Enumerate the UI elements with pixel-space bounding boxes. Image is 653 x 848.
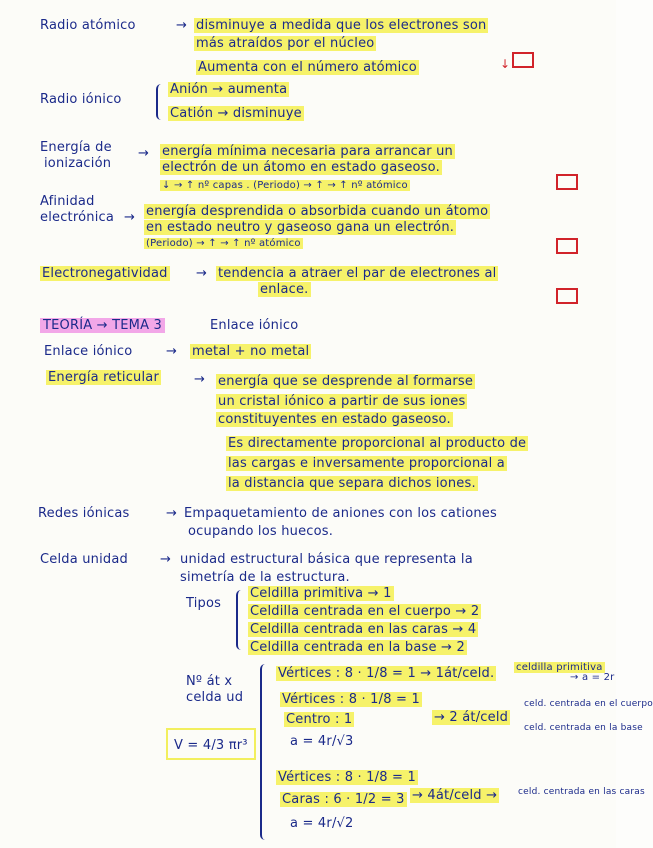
g3-result: → 4át/celd → xyxy=(412,788,498,803)
anion-line: Anión → aumenta xyxy=(170,82,288,97)
down-arrow-icon: ↓ xyxy=(500,57,511,71)
energia-reticular-label: Energía reticular xyxy=(48,370,160,385)
arrow: → xyxy=(138,146,150,161)
tipo-3: Celdilla centrada en las caras → 4 xyxy=(250,622,477,637)
g2-a: a = 4r/√3 xyxy=(290,734,354,749)
energia-reticular-desc-2: un cristal iónico a partir de sus iones xyxy=(218,394,466,409)
arrow: → xyxy=(196,266,208,281)
g1-vertices: Vértices : 8 · 1/8 = 1 → 1át/celd. xyxy=(278,666,495,681)
brace xyxy=(156,84,166,120)
energia-ionizacion-desc-2: electrón de un átomo en estado gaseoso. xyxy=(162,160,440,175)
redes-ionicas-desc-1: Empaquetamiento de aniones con los cationes xyxy=(184,506,497,521)
cation-line: Catión → disminuye xyxy=(170,106,302,121)
energia-ionizacion-desc-3: ↓ → ↑ nº capas . (Periodo) → ↑ → ↑ nº atómico xyxy=(162,180,408,191)
radio-atomico-desc-2: más atraídos por el núcleo xyxy=(196,36,375,51)
brace xyxy=(236,590,246,650)
g2-result: → 2 át/celd xyxy=(434,710,509,725)
nat-label-1: Nº át x xyxy=(186,674,233,689)
celda-unidad-desc-1: unidad estructural básica que representa la xyxy=(180,552,473,567)
electronegatividad-label: Electronegatividad xyxy=(42,266,168,281)
energia-reticular-desc-4: Es directamente proporcional al producto de xyxy=(228,436,527,451)
tipo-4: Celdilla centrada en la base → 2 xyxy=(250,640,465,655)
arrow: → xyxy=(176,18,188,33)
arrow: → xyxy=(194,372,206,387)
arrow: → xyxy=(160,552,172,567)
g3-vertices: Vértices : 8 · 1/8 = 1 xyxy=(278,770,416,785)
celda-unidad-label: Celda unidad xyxy=(40,552,128,567)
energia-reticular-desc-1: energía que se desprende al formarse xyxy=(218,374,474,389)
period-box-icon xyxy=(512,52,534,68)
teoria-subtitle: Enlace iónico xyxy=(210,318,299,333)
tipos-label: Tipos xyxy=(186,596,222,611)
afinidad-label-1: Afinidad xyxy=(40,194,95,209)
energia-ionizacion-label-2: ionización xyxy=(44,156,112,171)
g3-a: a = 4r/√2 xyxy=(290,816,354,831)
arrow: → xyxy=(166,506,178,521)
celda-unidad-desc-2: simetría de la estructura. xyxy=(180,570,350,585)
g2-centro: Centro : 1 xyxy=(286,712,353,727)
teoria-title: TEORÍA → TEMA 3 xyxy=(40,318,165,334)
radio-ionico-label: Radio iónico xyxy=(40,92,122,107)
radio-atomico-desc-3: Aumenta con el número atómico xyxy=(198,60,417,75)
trend-box-icon xyxy=(556,238,578,254)
brace xyxy=(260,664,270,840)
afinidad-label-2: electrónica xyxy=(40,210,115,225)
enlace-ionico-label: Enlace iónico xyxy=(44,344,133,359)
radio-atomico-label: Radio atómico xyxy=(40,18,136,33)
redes-ionicas-desc-2: ocupando los huecos. xyxy=(188,524,334,539)
g2-vertices: Vértices : 8 · 1/8 = 1 xyxy=(282,692,420,707)
tipo-2: Celdilla centrada en el cuerpo → 2 xyxy=(250,604,480,619)
energia-reticular-desc-3: constituyentes en estado gaseoso. xyxy=(218,412,451,427)
radio-atomico-desc-1: disminuye a medida que los electrones son xyxy=(196,18,487,33)
g2-opt-2: celd. centrada en la base xyxy=(524,723,643,733)
arrow: → xyxy=(124,210,136,225)
tipo-1: Celdilla primitiva → 1 xyxy=(250,586,392,601)
enlace-ionico-desc: metal + no metal xyxy=(192,344,310,359)
arrow: → xyxy=(166,344,178,359)
afinidad-desc-3: (Periodo) → ↑ → ↑ nº atómico xyxy=(146,238,301,249)
energia-ionizacion-label-1: Energía de xyxy=(40,140,112,155)
redes-ionicas-label: Redes iónicas xyxy=(38,506,130,521)
afinidad-desc-2: en estado neutro y gaseoso gana un electrón. xyxy=(146,220,455,235)
g1-result: celdilla primitiva xyxy=(516,662,603,673)
afinidad-desc-1: energía desprendida o absorbida cuando un átomo xyxy=(146,204,489,219)
nat-label-2: celda ud xyxy=(186,690,244,705)
formula-volume: V = 4/3 πr³ xyxy=(166,728,256,760)
electronegatividad-desc-2: enlace. xyxy=(260,282,309,297)
electronegatividad-desc-1: tendencia a atraer el par de electrones al xyxy=(218,266,497,281)
g2-opt-1: celd. centrada en el cuerpo xyxy=(524,699,653,709)
trend-box-icon xyxy=(556,288,578,304)
g1-extra: → a = 2r xyxy=(570,672,615,683)
g3-opt: celd. centrada en las caras xyxy=(518,787,645,797)
energia-ionizacion-desc-1: energía mínima necesaria para arrancar un xyxy=(162,144,453,159)
energia-reticular-desc-6: la distancia que separa dichos iones. xyxy=(228,476,476,491)
trend-box-icon xyxy=(556,174,578,190)
g3-caras: Caras : 6 · 1/2 = 3 xyxy=(282,792,405,807)
energia-reticular-desc-5: las cargas e inversamente proporcional a xyxy=(228,456,505,471)
